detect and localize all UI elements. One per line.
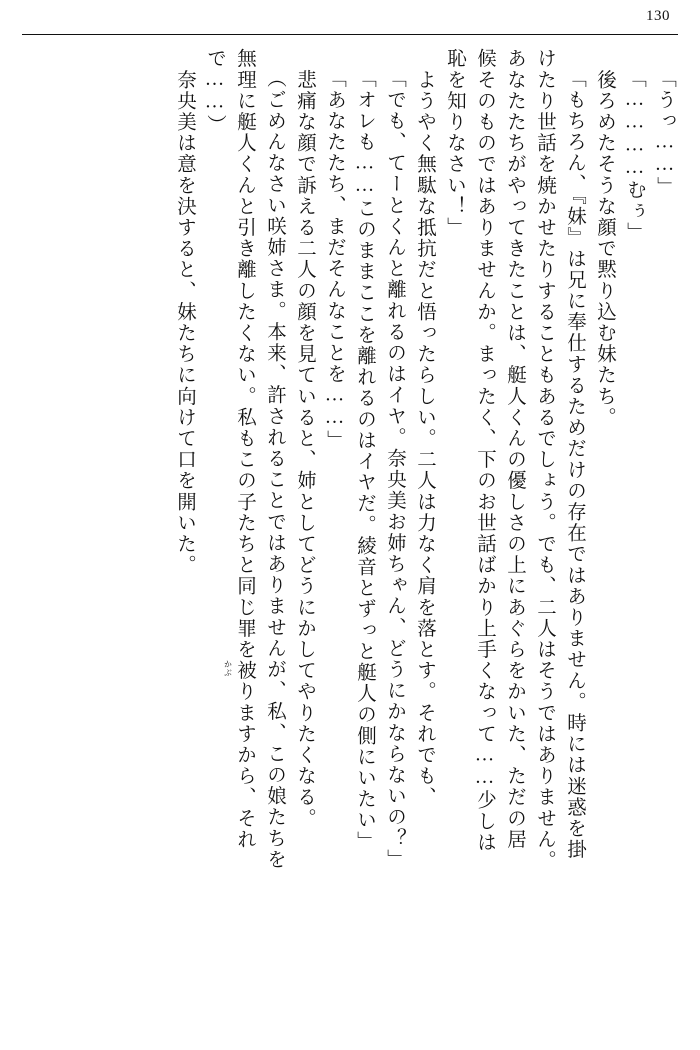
text-line: 後ろめたそうな顔で黙り込む妹たち。 xyxy=(594,48,615,428)
text-line: 「オレも……このままここを離れるのはイヤだ。綾音とずっと艇人の側にいたい」 xyxy=(354,68,375,852)
text-line: ようやく無駄な抵抗だと悟ったらしい。二人は力なく肩を落とす。それでも、 xyxy=(414,48,435,808)
vertical-text-body xyxy=(26,48,674,1024)
text-line: けたり世話を焼かせたりすることもあるでしょう。でも、二人はそうではありません。 xyxy=(534,48,555,871)
ruby-base: 被 かぶ xyxy=(223,659,255,682)
text-line: 候そのものではありませんか。まったく、下のお世話ばかり上手くなって……少しは xyxy=(474,48,495,853)
text-line: 「うっ……」 xyxy=(654,68,675,198)
text-line: （ごめんなさい咲姉さま。本来、許されることではありませんが、私、この娘たちを xyxy=(264,68,285,870)
text-line: あなたたちがやってきたことは、艇人くんの優しさの上にあぐらをかいた、ただの居 xyxy=(504,48,525,850)
ruby-reading: かぶ xyxy=(223,659,233,677)
text-line: 悲痛な顔で訴える二人の顔を見ていると、姉としてどうにかしてやりたくなる。 xyxy=(294,48,315,829)
text-line: 奈央美は意を決すると、妹たちに向けて口を開いた。 xyxy=(174,48,195,576)
text-line: 「もちろん、『妹』は兄に奉仕するためだけの存在ではありません。時には迷惑を掛 xyxy=(564,68,585,861)
text-line: 恥を知りなさい！」 xyxy=(444,48,465,238)
header-rule xyxy=(22,34,678,35)
text-line: で……） xyxy=(204,48,225,136)
text-line: 無理に艇人くんと引き離したくない。私もこの子たちと同じ罪を被 かぶ りますから、それ xyxy=(223,48,255,850)
text-line: 「あなたたち、まだそんなことを……」 xyxy=(324,68,345,451)
text-line: 「でも、てーとくんと離れるのはイヤ。奈央美お姉ちゃん、どうにかならないの？」 xyxy=(384,68,405,870)
text-line: 「…………むぅ」 xyxy=(624,68,645,243)
page-number: 130 xyxy=(646,8,670,24)
